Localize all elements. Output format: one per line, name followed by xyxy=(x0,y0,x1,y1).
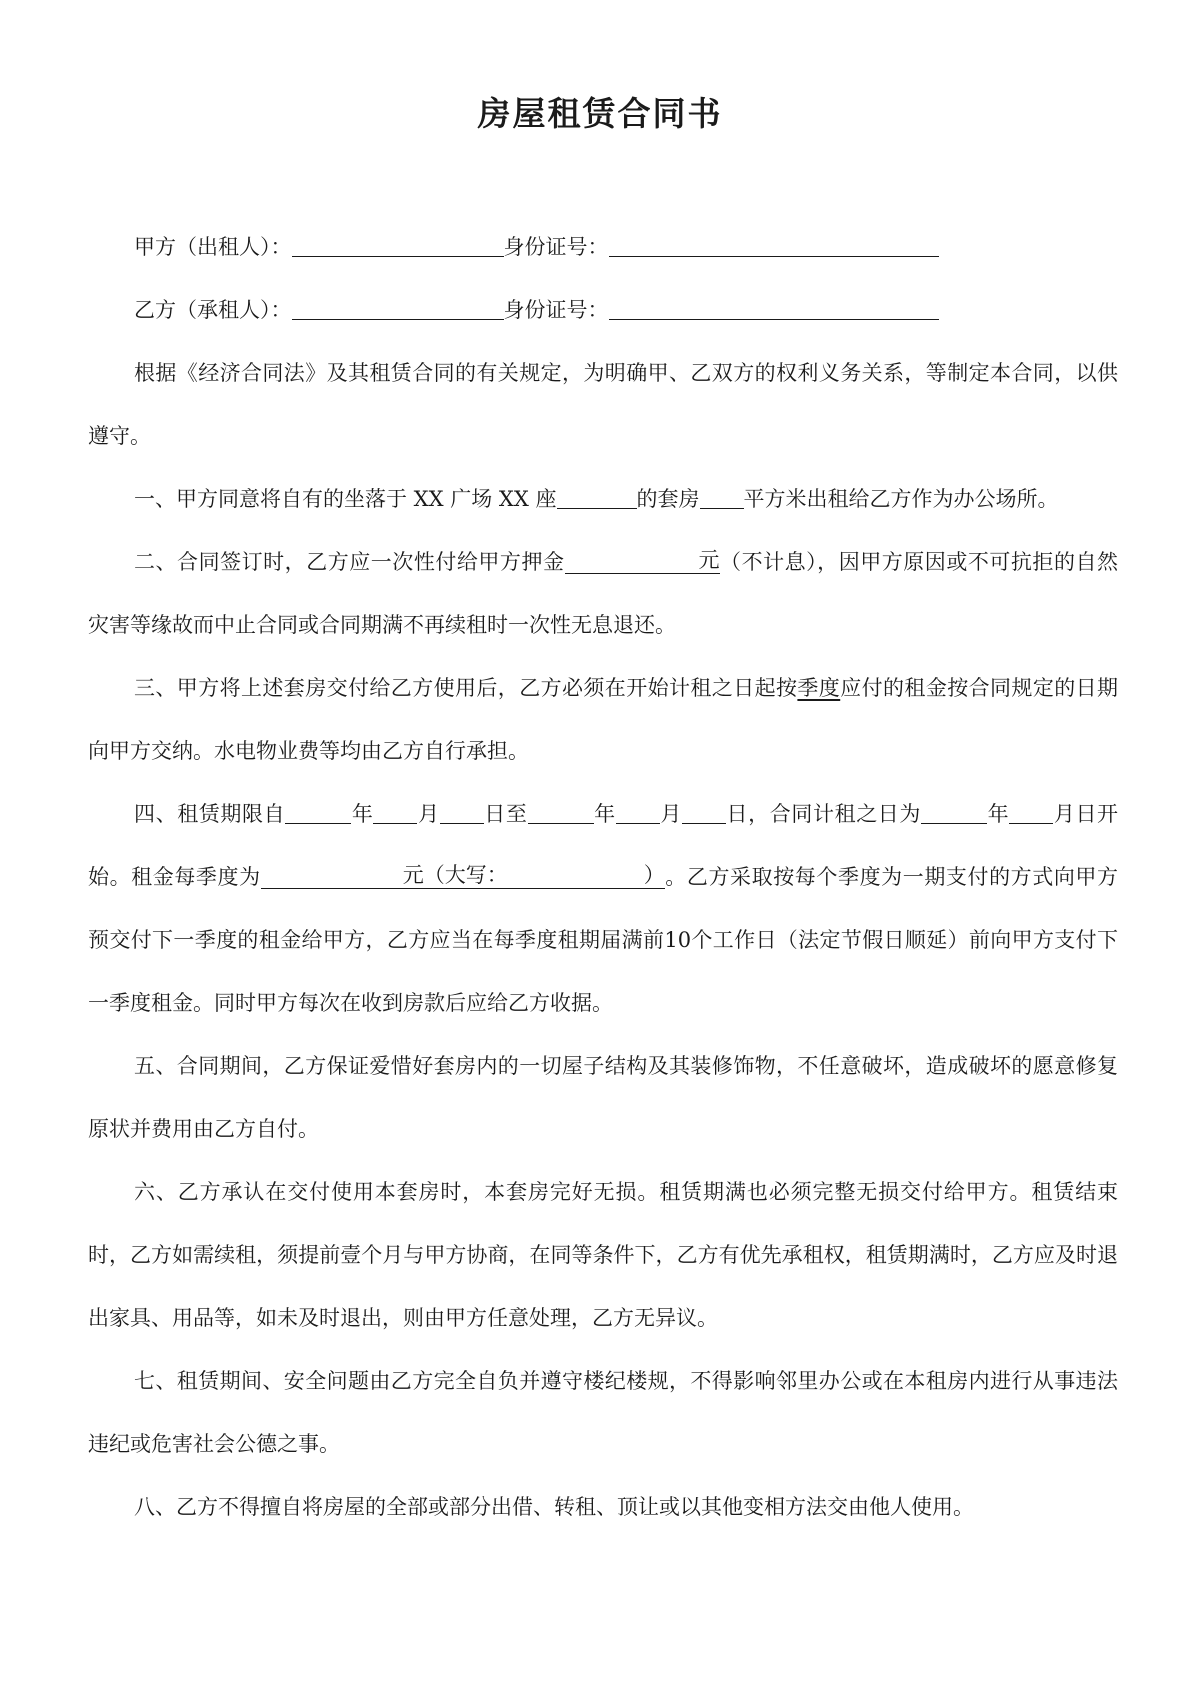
start-day-blank xyxy=(440,801,484,824)
preamble-paragraph: 根据《经济合同法》及其租赁合同的有关规定，为明确甲、乙双方的权利义务关系，等制定本合同，以供遵守。 xyxy=(88,361,1118,448)
deposit-blank xyxy=(565,547,720,574)
deposit-unit: 元 xyxy=(698,548,720,572)
rent-amount-blank xyxy=(261,862,665,889)
clause-6: 六、乙方承认在交付使用本套房时，本套房完好无损。租赁期满也必须完整无损交付给甲方。租赁结束时，乙方如需续租，须提前壹个月与甲方协商，在同等条件下，乙方有优先承租权，租赁期满时，乙方应及时退出家具、用品等，如未及时退出，则由甲方任意处理，乙方无异议。 xyxy=(88,1180,1118,1330)
clause-8: 八、乙方不得擅自将房屋的全部或部分出借、转租、顶让或以其他变相方法交由他人使用。 xyxy=(134,1495,974,1519)
end-year-blank xyxy=(528,801,594,824)
party-a-id-label: 身份证号： xyxy=(503,235,609,259)
payment-period-emphasis: 季度 xyxy=(797,676,841,700)
year-label: 年 xyxy=(351,802,374,826)
document-title: 房屋租赁合同书 xyxy=(477,94,723,133)
rent-start-year-blank xyxy=(921,801,987,824)
month-label: 月 xyxy=(417,802,440,826)
clause-3-text-b: 应付的租金按合同规定的日期向甲方交纳。水电物业费等均由乙方自行承担。 xyxy=(88,676,1119,763)
month-label: 月 xyxy=(1053,802,1076,826)
rent-amount-lead: 日开始。租金每季度为 xyxy=(88,802,1119,889)
start-year-blank xyxy=(285,801,351,824)
party-a-label: 甲方（出租人）： xyxy=(134,235,292,259)
clause-3 xyxy=(88,657,1118,783)
rent-unit: 元 xyxy=(402,863,424,887)
year-label: 年 xyxy=(987,802,1010,826)
party-b-name-blank xyxy=(292,297,504,320)
clause-5: 五、合同期间，乙方保证爱惜好套房内的一切屋子结构及其装修饰物，不任意破坏，造成破坏的愿意修复原状并费用由乙方自付。 xyxy=(88,1054,1118,1141)
month-label: 月 xyxy=(659,802,682,826)
clause-1-text-b: 的套房 xyxy=(636,487,700,511)
party-b-id-label: 身份证号： xyxy=(503,298,609,322)
party-b-label: 乙方（承租人）： xyxy=(134,298,292,322)
party-b-line xyxy=(88,279,1118,342)
rent-daxie-label: （大写： xyxy=(423,863,508,887)
day-to-label: 日至 xyxy=(483,802,528,826)
party-a-name-blank xyxy=(292,234,504,257)
party-a-id-blank xyxy=(609,234,939,257)
clause-4 xyxy=(88,783,1118,1035)
rent-start-month-blank xyxy=(1009,801,1053,824)
clause-4-lead: 四、租赁期限自 xyxy=(134,802,286,826)
start-month-blank xyxy=(373,801,417,824)
party-b-id-blank xyxy=(609,297,939,320)
clause-2 xyxy=(88,531,1118,657)
year-label: 年 xyxy=(593,802,616,826)
unit-number-blank xyxy=(557,486,637,509)
party-a-line xyxy=(88,216,1118,279)
area-blank xyxy=(700,486,744,509)
clause-1-text-a: 一、甲方同意将自有的坐落于 XX 广场 XX 座 xyxy=(134,487,557,511)
document-body xyxy=(88,216,1118,1539)
end-day-blank xyxy=(682,801,726,824)
clause-2-text-a: 二、合同签订时，乙方应一次性付给甲方押金 xyxy=(134,550,565,574)
clause-2-text-b: （不计息），因甲方原因或不可抗拒的自然灾害等缘故而中止合同或合同期满不再续租时一次性无息退还。 xyxy=(88,550,1119,637)
clause-1 xyxy=(88,468,1118,531)
clause-3-text-a: 三、甲方将上述套房交付给乙方使用后，乙方必须在开始计租之日起按 xyxy=(134,676,798,700)
clause-7: 七、租赁期间、安全问题由乙方完全自负并遵守楼纪楼规，不得影响邻里办公或在本租房内进行从事违法违纪或危害社会公德之事。 xyxy=(88,1369,1118,1456)
rent-daxie-close: ） xyxy=(643,863,665,887)
end-month-blank xyxy=(616,801,660,824)
clause-4-rest: 。乙方采取按每个季度为一期支付的方式向甲方预交付下一季度的租金给甲方，乙方应当在每季度租期届满前10个工作日（法定节假日顺延）前向甲方支付下一季度租金。同时甲方每次在收到房款后应给乙方收据。 xyxy=(88,865,1119,1015)
clause-1-text-c: 平方米出租给乙方作为办公场所。 xyxy=(743,487,1059,511)
rent-start-label: 日，合同计租之日为 xyxy=(725,802,922,826)
